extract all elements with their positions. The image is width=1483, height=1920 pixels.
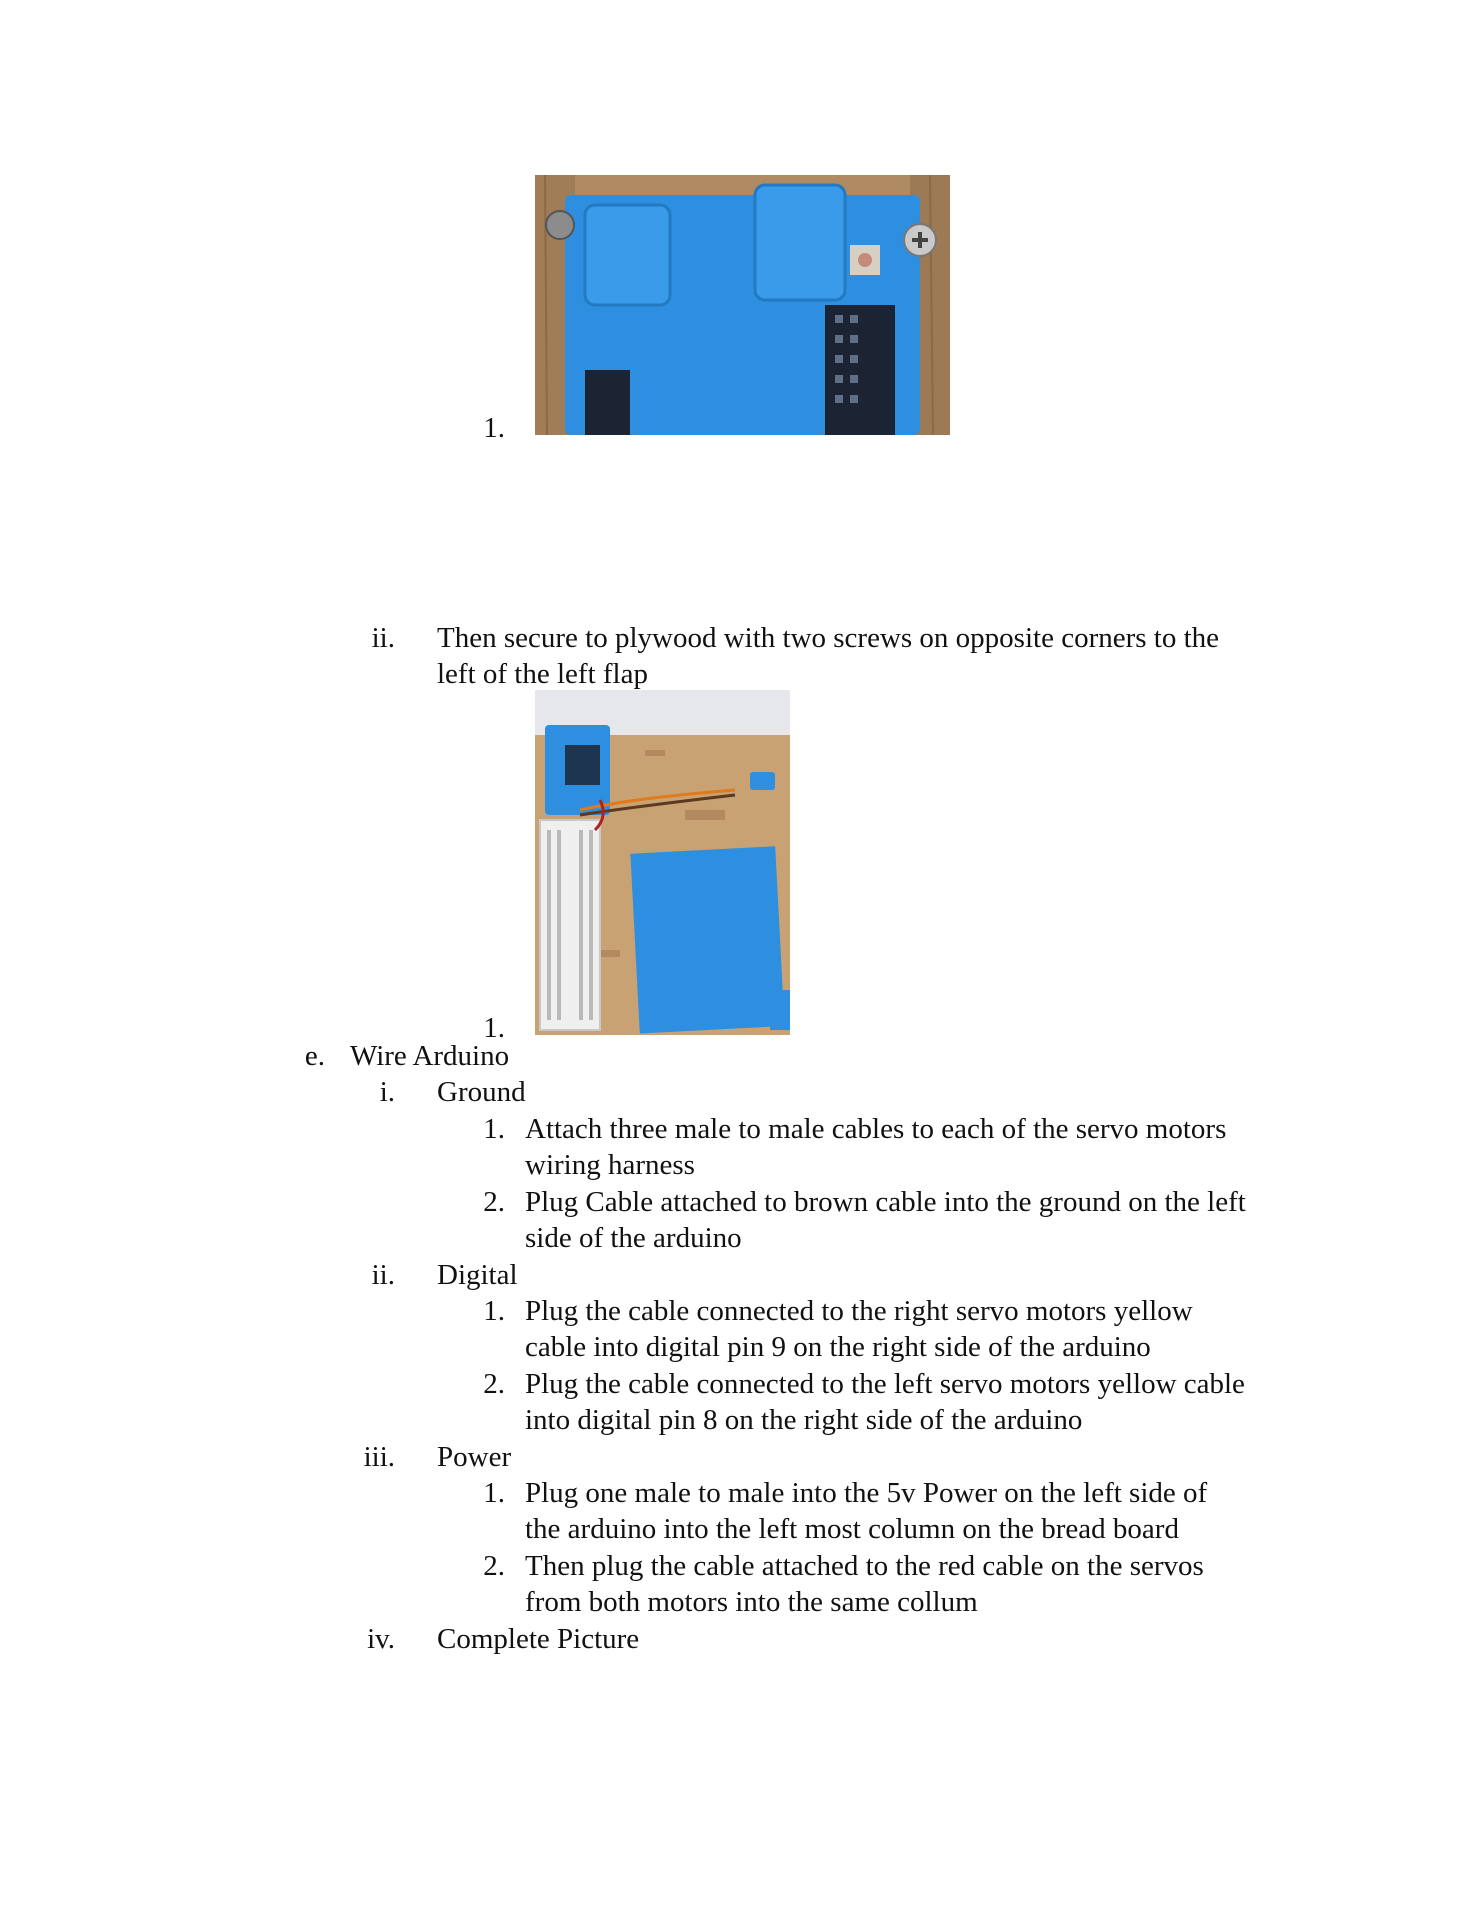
- setup-photo: [535, 690, 790, 1035]
- section-e-title: Wire Arduino: [350, 1040, 510, 1072]
- item-ii-line1: Then secure to plywood with two screws on opposite corners to the: [437, 622, 1220, 654]
- section-e-marker: e.: [304, 1040, 325, 1072]
- complete-label: Complete Picture: [437, 1623, 640, 1655]
- power-step1-line2: the arduino into the left most column on the bread board: [525, 1513, 1179, 1545]
- digital-step2-line2: into digital pin 8 on the right side of the arduino: [525, 1404, 1083, 1436]
- ground-label: Ground: [437, 1076, 526, 1108]
- power-step2-line2: from both motors into the same collum: [525, 1586, 978, 1618]
- ground-step2-marker: 2.: [483, 1186, 505, 1218]
- item-ii-line2: left of the left flap: [437, 658, 648, 690]
- ground-step2-line1: Plug Cable attached to brown cable into the ground on the left: [525, 1186, 1246, 1218]
- power-step1-marker: 1.: [483, 1477, 505, 1509]
- figure2-marker: 1.: [483, 1012, 505, 1044]
- item-ii-marker: ii.: [371, 622, 395, 654]
- digital-step1-marker: 1.: [483, 1295, 505, 1327]
- digital-step2-line1: Plug the cable connected to the left servo motors yellow cable: [525, 1368, 1245, 1400]
- power-step1-line1: Plug one male to male into the 5v Power on the left side of: [525, 1477, 1208, 1509]
- digital-step1-line2: cable into digital pin 9 on the right side of the arduino: [525, 1331, 1151, 1363]
- digital-step2-marker: 2.: [483, 1368, 505, 1400]
- ground-step1-line2: wiring harness: [525, 1149, 695, 1181]
- digital-marker: ii.: [371, 1259, 395, 1291]
- complete-marker: iv.: [367, 1623, 395, 1655]
- ground-step1-line1: Attach three male to male cables to each of the servo motors: [525, 1113, 1227, 1145]
- ground-step1-marker: 1.: [483, 1113, 505, 1145]
- figure1-marker: 1.: [483, 412, 505, 444]
- power-step2-marker: 2.: [483, 1550, 505, 1582]
- digital-step1-line1: Plug the cable connected to the right servo motors yellow: [525, 1295, 1193, 1327]
- ground-marker: i.: [379, 1076, 395, 1108]
- digital-label: Digital: [437, 1259, 518, 1291]
- power-marker: iii.: [363, 1441, 395, 1473]
- power-step2-line1: Then plug the cable attached to the red cable on the servos: [525, 1550, 1204, 1582]
- arduino-case-photo: [535, 175, 950, 435]
- ground-step2-line2: side of the arduino: [525, 1222, 742, 1254]
- power-label: Power: [437, 1441, 512, 1473]
